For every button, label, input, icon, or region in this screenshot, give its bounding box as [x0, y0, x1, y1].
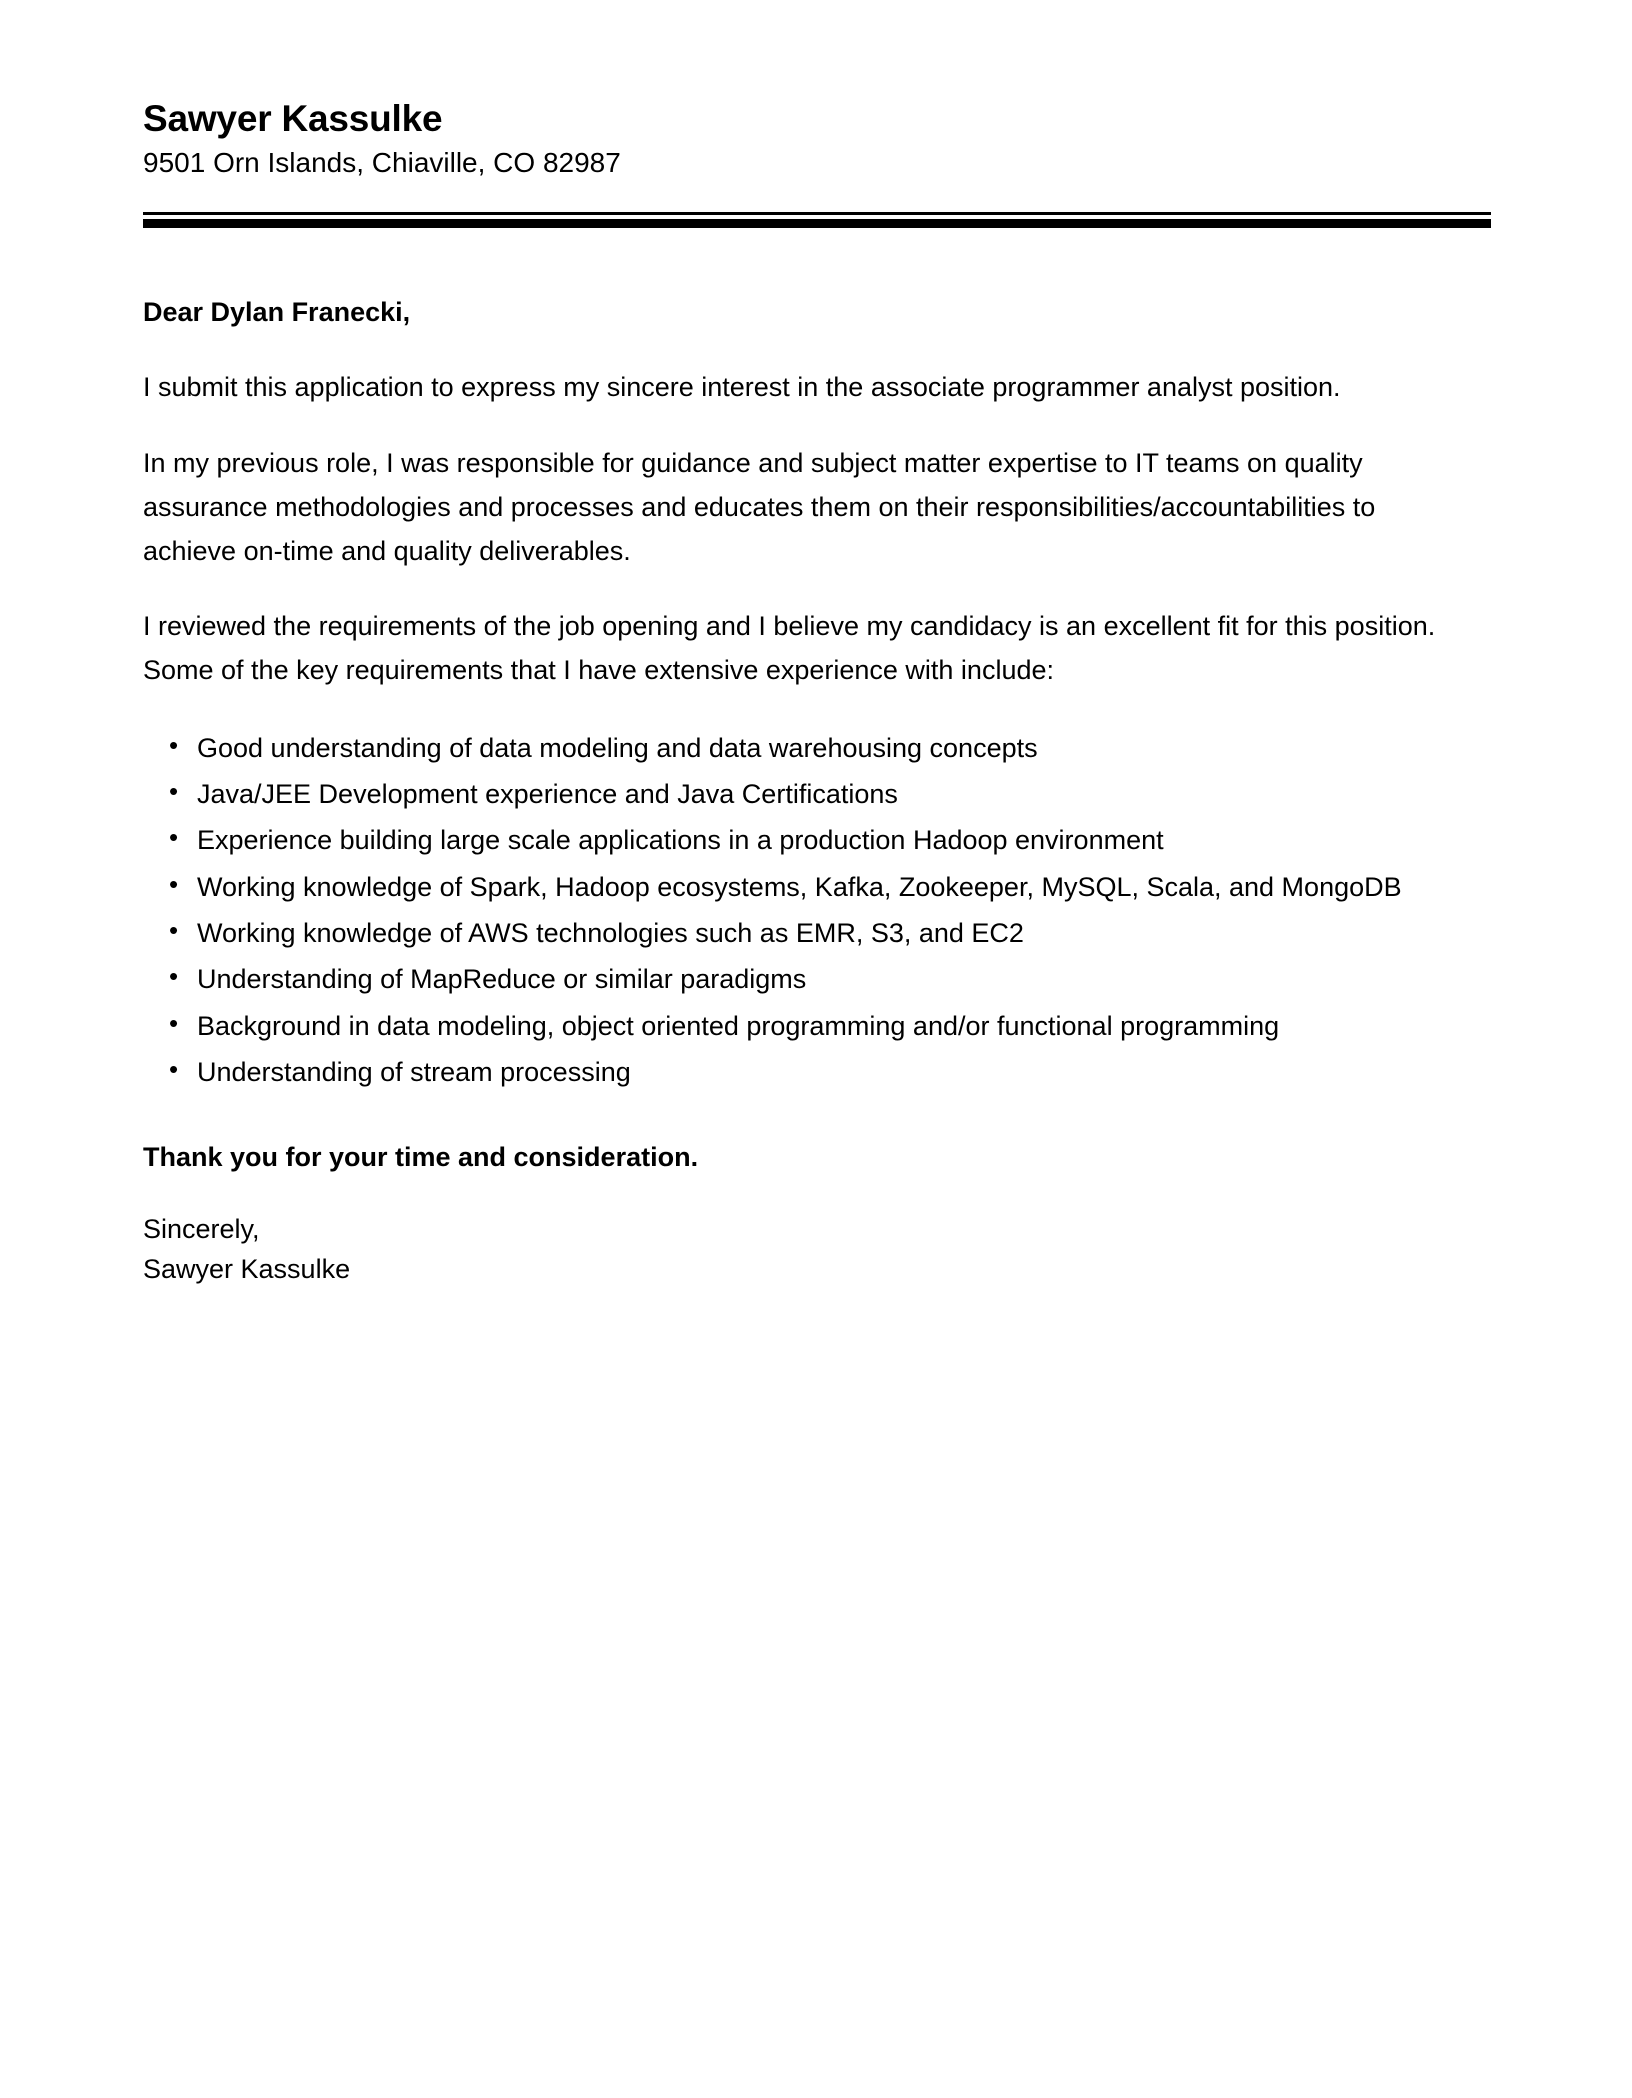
sender-address: 9501 Orn Islands, Chiaville, CO 82987 — [143, 147, 621, 179]
paragraph-intro: I submit this application to express my sincere interest in the associate programmer analyst position. — [143, 372, 1341, 403]
list-item: • Good understanding of data modeling and data warehousing concepts — [143, 729, 1491, 767]
list-item: • Working knowledge of AWS technologies such as EMR, S3, and EC2 — [143, 914, 1491, 952]
requirements-list — [143, 729, 1491, 1092]
list-item: • Java/JEE Development experience and Java Certifications — [143, 775, 1491, 813]
list-item: • Background in data modeling, object oriented programming and/or functional programming — [143, 1007, 1491, 1045]
paragraph-requirements-intro: I reviewed the requirements of the job opening and I believe my candidacy is an excellent fit for this position. Some of the key requirements that I have extensive experience with include: — [143, 611, 1436, 685]
divider-thick-line — [143, 219, 1491, 228]
closing-thanks: Thank you for your time and consideration. — [143, 1142, 699, 1173]
letter-header — [143, 0, 1491, 182]
list-item: • Understanding of MapReduce or similar paradigms — [143, 960, 1491, 998]
signature-block — [143, 1210, 1491, 1290]
header-divider-rule — [143, 212, 1491, 228]
list-item: • Experience building large scale applications in a production Hadoop environment — [143, 821, 1491, 859]
signoff-closing: Sincerely, — [143, 1213, 260, 1244]
signoff-name: Sawyer Kassulke — [143, 1253, 351, 1284]
list-item: • Working knowledge of Spark, Hadoop ecosystems, Kafka, Zookeeper, MySQL, Scala, and MongoDB — [143, 868, 1491, 906]
list-item: • Understanding of stream processing — [143, 1053, 1491, 1091]
sender-name: Sawyer Kassulke — [143, 98, 443, 139]
letter-content — [143, 0, 1491, 1290]
paragraph-previous-role: In my previous role, I was responsible for guidance and subject matter expertise to IT teams on quality assurance methodologies and processes and educates them on their responsibilities/accountabilities to achieve on-time and quality deliverables. — [143, 448, 1376, 566]
letter-body — [143, 292, 1491, 1290]
salutation: Dear Dylan Franecki, — [143, 296, 411, 327]
